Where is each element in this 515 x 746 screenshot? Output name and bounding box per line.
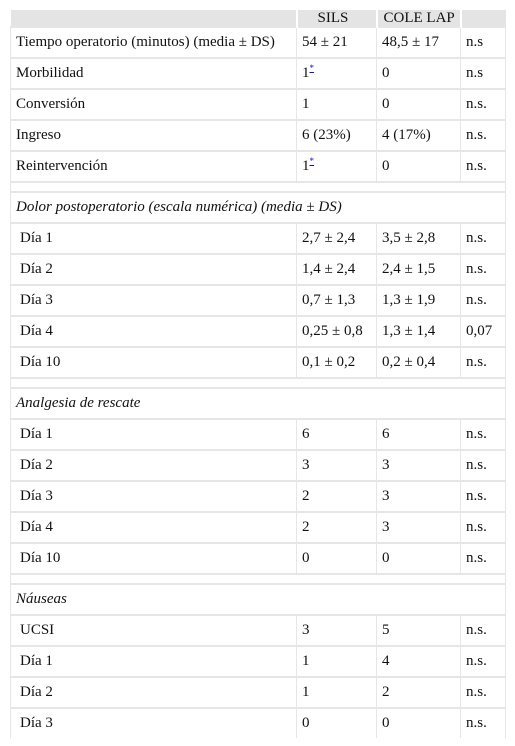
cole-lap-value	[377, 708, 461, 738]
section-heading-row	[11, 388, 506, 419]
p-value-text: n.s.	[466, 158, 487, 174]
row-label-text: Día 3	[20, 292, 53, 308]
sils-value	[297, 120, 377, 151]
sils-value	[297, 316, 377, 347]
row-label	[11, 254, 297, 285]
sils-value	[297, 615, 377, 646]
cole-lap-value	[377, 646, 461, 677]
row-label	[11, 615, 297, 646]
section-title: Analgesia de rescate	[11, 388, 506, 419]
row-label-text: Día 1	[20, 230, 53, 246]
row-label-text: Día 2	[20, 457, 53, 473]
row-label	[11, 419, 297, 450]
sils-value	[297, 419, 377, 450]
row-label-text: Día 1	[20, 653, 53, 669]
cole-lap-value	[377, 254, 461, 285]
section-spacer	[11, 574, 506, 584]
sils-value	[297, 481, 377, 512]
row-label-text: Día 10	[20, 550, 61, 566]
sils-value-text: 2,7 ± 2,4	[302, 230, 356, 246]
cole-lap-value-text: 3,5 ± 2,8	[382, 230, 436, 246]
row-label	[11, 285, 297, 316]
sils-value-text: 54 ± 21	[302, 34, 348, 50]
p-value	[461, 151, 506, 182]
p-value-text: n.s.	[466, 354, 487, 370]
sils-value	[297, 512, 377, 543]
p-value	[461, 316, 506, 347]
spacer-cell	[11, 378, 506, 388]
cole-lap-value	[377, 419, 461, 450]
table-row	[11, 419, 506, 450]
sils-value-text: 0,25 ± 0,8	[302, 323, 363, 339]
table-header	[11, 10, 506, 27]
footnote-link[interactable]: *	[309, 63, 314, 73]
p-value-text: n.s.	[466, 550, 487, 566]
footnote-ref	[310, 63, 315, 73]
p-value	[461, 285, 506, 316]
header-sils: SILS	[297, 10, 377, 27]
table-row	[11, 254, 506, 285]
p-value-text: n.s.	[466, 230, 487, 246]
sils-value-text: 0,1 ± 0,2	[302, 354, 356, 370]
row-label	[11, 316, 297, 347]
cole-lap-value	[377, 481, 461, 512]
table-row	[11, 347, 506, 378]
row-label-text: UCSI	[20, 622, 55, 638]
cole-lap-value	[377, 120, 461, 151]
p-value	[461, 27, 506, 58]
table-row	[11, 543, 506, 574]
sils-value	[297, 677, 377, 708]
p-value-text: n.s.	[466, 292, 487, 308]
p-value	[461, 481, 506, 512]
sils-value-text: 2	[302, 519, 310, 535]
cole-lap-value	[377, 27, 461, 58]
header-p-value	[461, 10, 506, 27]
cole-lap-value	[377, 58, 461, 89]
p-value	[461, 646, 506, 677]
sils-value	[297, 151, 377, 182]
row-label	[11, 89, 297, 120]
row-label-text: Morbilidad	[16, 65, 84, 81]
cole-lap-value-text: 4 (17%)	[382, 127, 431, 143]
table-row	[11, 223, 506, 254]
row-label	[11, 27, 297, 58]
p-value	[461, 677, 506, 708]
row-label	[11, 58, 297, 89]
p-value-text: n.s.	[466, 715, 487, 731]
sils-value-text: 1	[302, 96, 310, 112]
p-value-text: n.s.	[466, 622, 487, 638]
cole-lap-value	[377, 347, 461, 378]
spacer-cell	[11, 574, 506, 584]
row-label-text: Día 2	[20, 261, 53, 277]
cole-lap-value-text: 3	[382, 519, 390, 535]
cole-lap-value-text: 0	[382, 715, 390, 731]
sils-value-text: 6 (23%)	[302, 127, 351, 143]
table-row	[11, 89, 506, 120]
row-label	[11, 450, 297, 481]
table-row	[11, 646, 506, 677]
sils-value	[297, 89, 377, 120]
row-label	[11, 708, 297, 738]
cole-lap-value	[377, 89, 461, 120]
cole-lap-value-text: 2,4 ± 1,5	[382, 261, 436, 277]
cole-lap-value	[377, 450, 461, 481]
footnote-ref	[310, 156, 315, 166]
p-value	[461, 254, 506, 285]
section-title: Dolor postoperatorio (escala numérica) (media ± DS)	[11, 192, 506, 223]
cole-lap-value-text: 0	[382, 550, 390, 566]
section-spacer	[11, 182, 506, 192]
p-value-text: 0,07	[466, 323, 493, 339]
cole-lap-value-text: 1,3 ± 1,9	[382, 292, 436, 308]
sils-value	[297, 543, 377, 574]
cole-lap-value-text: 2	[382, 684, 390, 700]
cole-lap-value-text: 0	[382, 65, 390, 81]
table-row	[11, 512, 506, 543]
sils-value-text: 0	[302, 550, 310, 566]
p-value-text: n.s.	[466, 96, 487, 112]
table-row	[11, 27, 506, 58]
sils-value-text: 1	[302, 158, 310, 174]
table-row	[11, 708, 506, 738]
p-value-text: n.s	[466, 34, 484, 50]
sils-value-text: 2	[302, 488, 310, 504]
sils-value-text: 1	[302, 65, 310, 81]
row-label-text: Ingreso	[16, 127, 61, 143]
row-label-text: Día 3	[20, 715, 53, 731]
results-table-container	[10, 10, 505, 738]
p-value-text: n.s.	[466, 127, 487, 143]
p-value-text: n.s.	[466, 519, 487, 535]
table-body	[11, 27, 506, 738]
cole-lap-value	[377, 316, 461, 347]
p-value-text: n.s.	[466, 684, 487, 700]
sils-value-text: 0,7 ± 1,3	[302, 292, 356, 308]
table-row	[11, 450, 506, 481]
sils-value	[297, 223, 377, 254]
sils-value-text: 6	[302, 426, 310, 442]
sils-value	[297, 27, 377, 58]
p-value	[461, 708, 506, 738]
sils-value	[297, 254, 377, 285]
row-label-text: Día 1	[20, 426, 53, 442]
row-label-text: Reintervención	[16, 158, 108, 174]
sils-value	[297, 646, 377, 677]
cole-lap-value	[377, 615, 461, 646]
cole-lap-value	[377, 223, 461, 254]
row-label	[11, 512, 297, 543]
cole-lap-value	[377, 677, 461, 708]
sils-value	[297, 708, 377, 738]
table-row	[11, 677, 506, 708]
section-heading-row	[11, 584, 506, 615]
p-value-text: n.s.	[466, 488, 487, 504]
row-label-text: Día 10	[20, 354, 61, 370]
sils-value-text: 1	[302, 653, 310, 669]
cole-lap-value-text: 0	[382, 96, 390, 112]
p-value	[461, 419, 506, 450]
cole-lap-value-text: 48,5 ± 17	[382, 34, 439, 50]
row-label-text: Día 4	[20, 323, 53, 339]
row-label	[11, 347, 297, 378]
p-value-text: n.s.	[466, 653, 487, 669]
spacer-cell	[11, 182, 506, 192]
row-label	[11, 120, 297, 151]
sils-value	[297, 58, 377, 89]
row-label	[11, 543, 297, 574]
section-heading-row	[11, 192, 506, 223]
row-label-text: Día 3	[20, 488, 53, 504]
sils-value	[297, 347, 377, 378]
table-row	[11, 316, 506, 347]
cole-lap-value-text: 5	[382, 622, 390, 638]
section-title: Náuseas	[11, 584, 506, 615]
sils-value-text: 0	[302, 715, 310, 731]
cole-lap-value	[377, 543, 461, 574]
table-row	[11, 615, 506, 646]
footnote-link[interactable]: *	[309, 156, 314, 166]
header-cole-lap: COLE LAP	[377, 10, 461, 27]
p-value-text: n.s.	[466, 426, 487, 442]
p-value	[461, 347, 506, 378]
row-label	[11, 481, 297, 512]
row-label-text: Conversión	[16, 96, 86, 112]
p-value	[461, 512, 506, 543]
row-label	[11, 151, 297, 182]
sils-value	[297, 450, 377, 481]
sils-value-text: 3	[302, 457, 310, 473]
table-row	[11, 58, 506, 89]
cole-lap-value-text: 6	[382, 426, 390, 442]
p-value	[461, 450, 506, 481]
sils-value	[297, 285, 377, 316]
header-empty-cell	[11, 10, 297, 27]
table-row	[11, 285, 506, 316]
cole-lap-value-text: 0	[382, 158, 390, 174]
cole-lap-value-text: 3	[382, 488, 390, 504]
cole-lap-value-text: 3	[382, 457, 390, 473]
cole-lap-value-text: 4	[382, 653, 390, 669]
row-label	[11, 223, 297, 254]
sils-value-text: 1,4 ± 2,4	[302, 261, 356, 277]
row-label-text: Tiempo operatorio (minutos) (media ± DS)	[16, 34, 275, 50]
row-label-text: Día 2	[20, 684, 53, 700]
cole-lap-value	[377, 151, 461, 182]
row-label	[11, 677, 297, 708]
p-value	[461, 543, 506, 574]
row-label-text: Día 4	[20, 519, 53, 535]
table-row	[11, 151, 506, 182]
table-row	[11, 481, 506, 512]
p-value	[461, 223, 506, 254]
results-table	[10, 10, 506, 738]
section-spacer	[11, 378, 506, 388]
p-value	[461, 615, 506, 646]
row-label	[11, 646, 297, 677]
sils-value-text: 3	[302, 622, 310, 638]
cole-lap-value	[377, 512, 461, 543]
table-row	[11, 120, 506, 151]
header-row	[11, 10, 506, 27]
p-value	[461, 58, 506, 89]
cole-lap-value-text: 1,3 ± 1,4	[382, 323, 436, 339]
cole-lap-value-text: 0,2 ± 0,4	[382, 354, 436, 370]
p-value-text: n.s.	[466, 457, 487, 473]
sils-value-text: 1	[302, 684, 310, 700]
p-value-text: n.s.	[466, 261, 487, 277]
cole-lap-value	[377, 285, 461, 316]
p-value	[461, 120, 506, 151]
p-value-text: n.s	[466, 65, 484, 81]
p-value	[461, 89, 506, 120]
